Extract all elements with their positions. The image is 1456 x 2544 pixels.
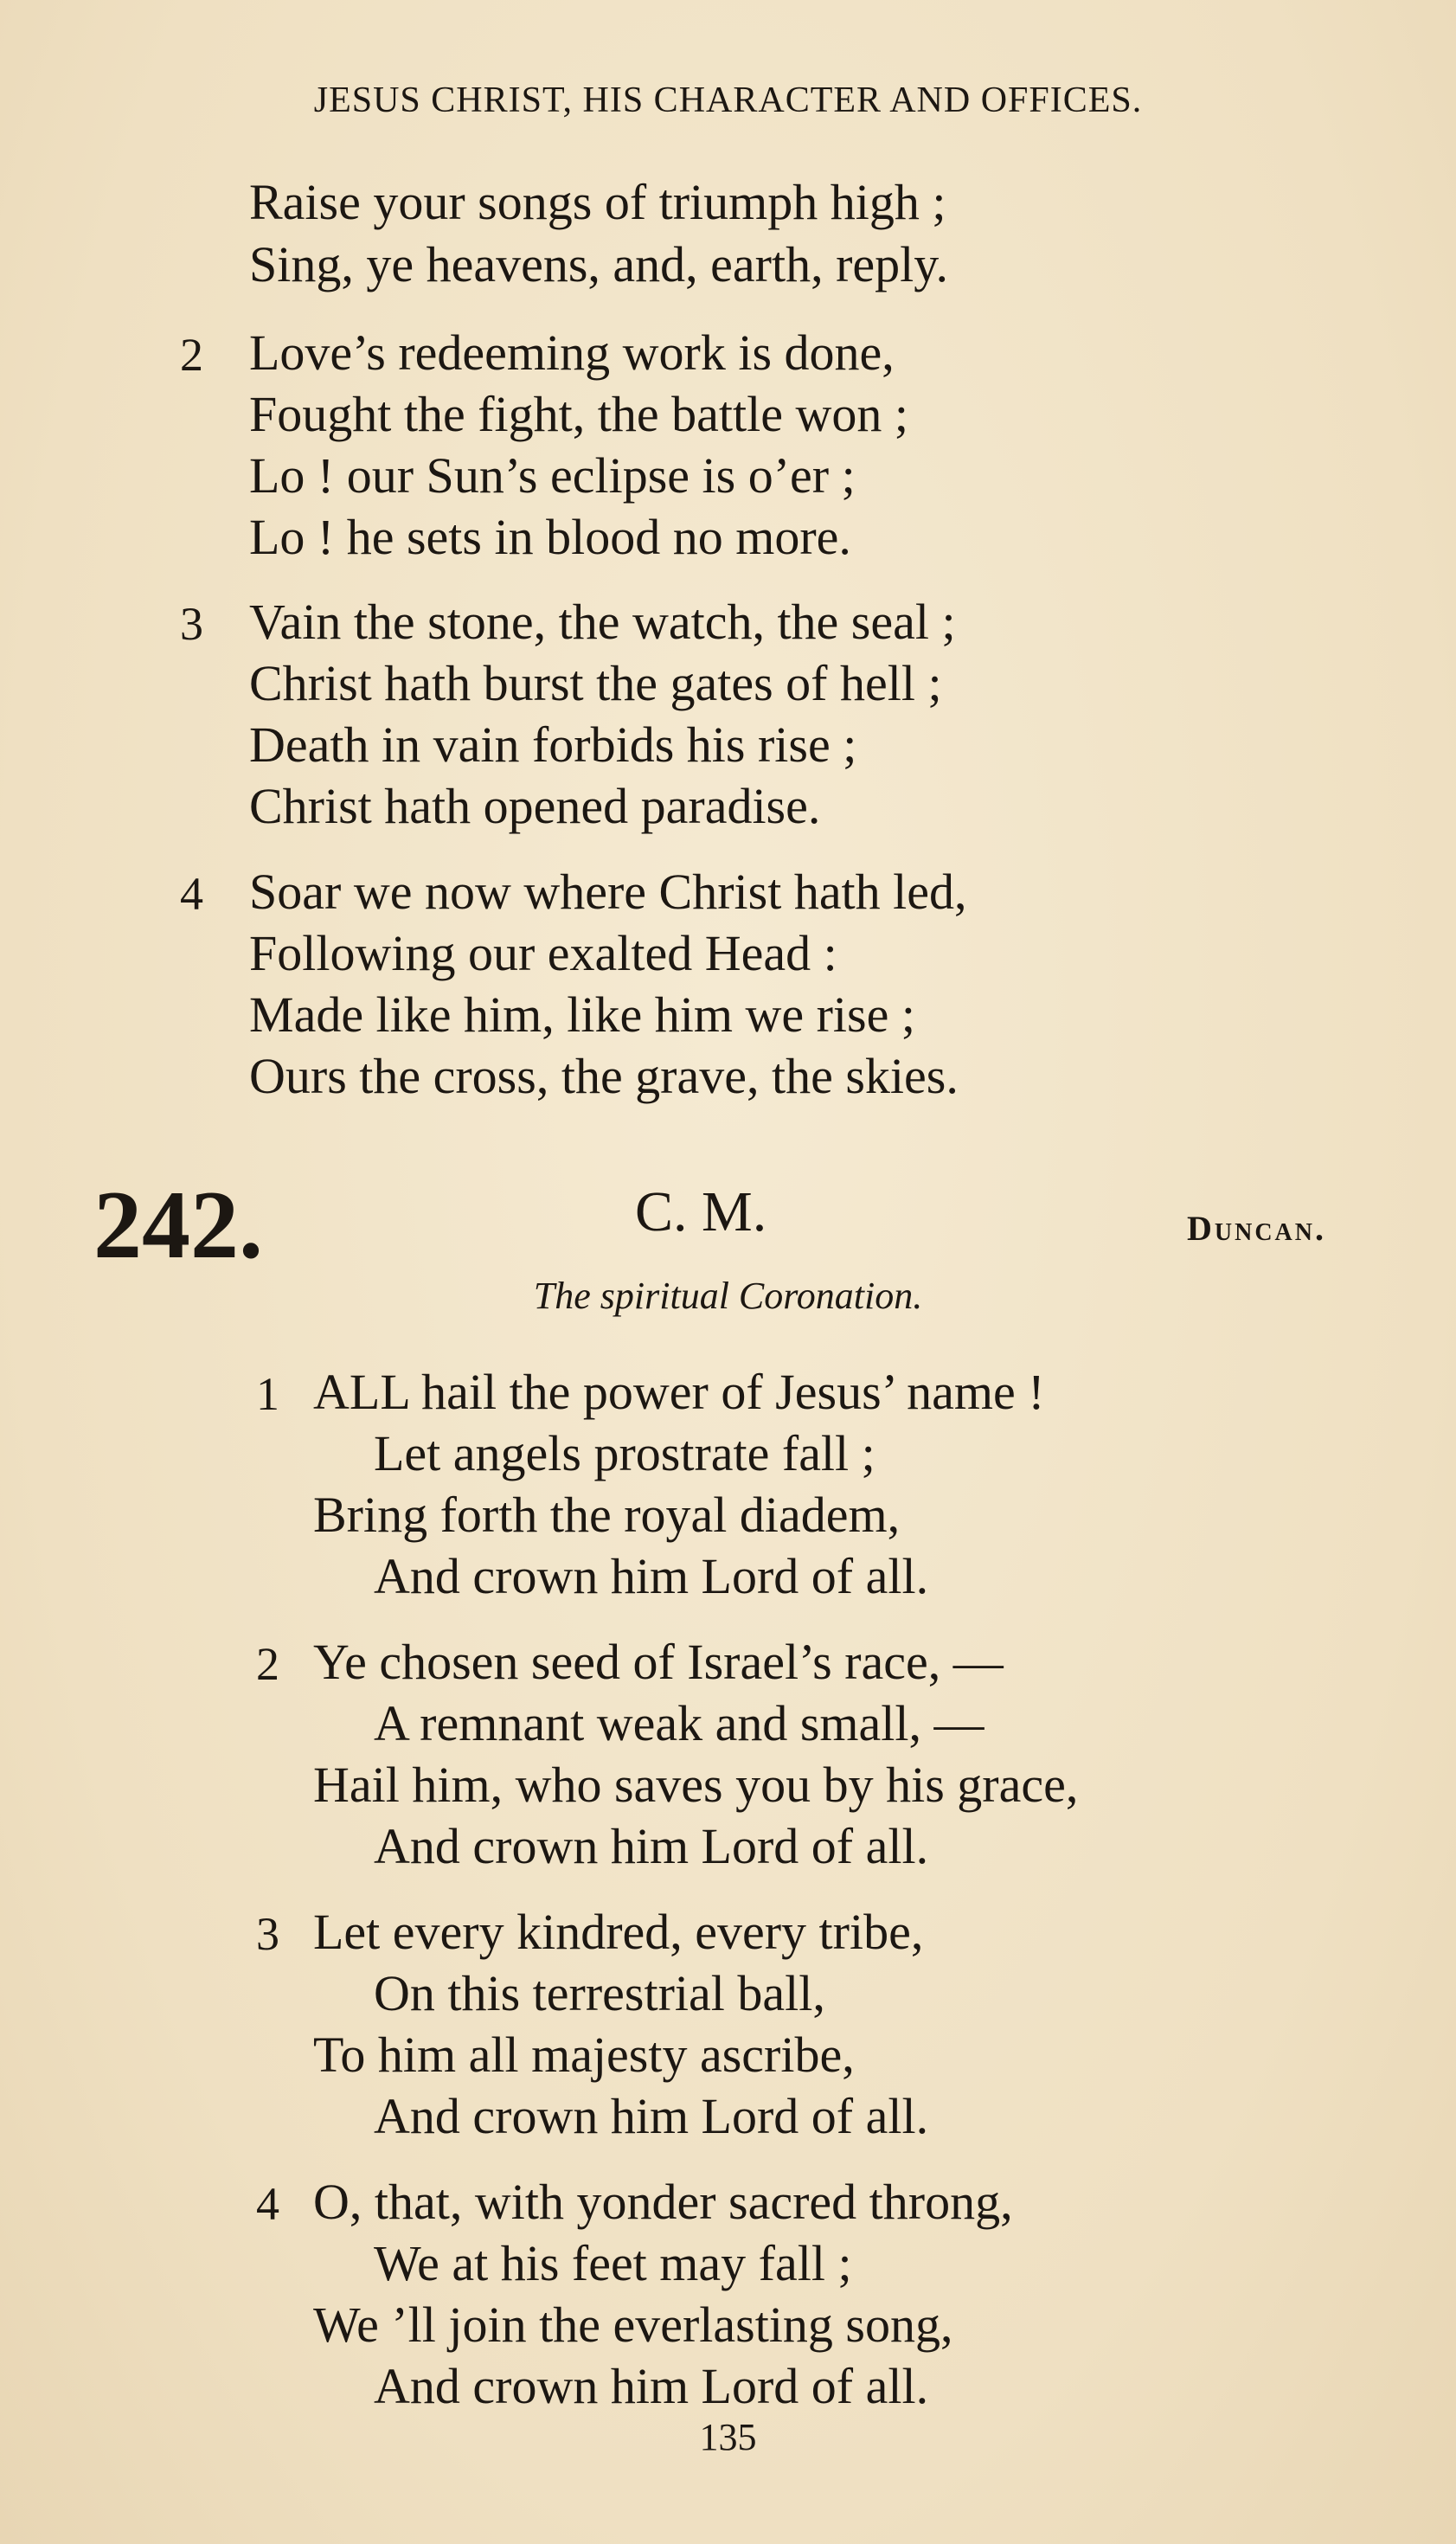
verse-line: Lo ! he sets in blood no more. [249,509,851,565]
verse-line: Lo ! our Sun’s eclipse is o’er ; [249,447,856,504]
verse-line: Fought the fight, the battle won ; [249,386,908,442]
verse-number: 2 [256,1638,279,1690]
verse-line: And crown him Lord of all. [374,1548,929,1604]
verse-line: Following our exalted Head : [249,925,837,981]
verse-line: Vain the stone, the watch, the seal ; [249,594,956,650]
tune-name: Duncan. [1187,1209,1326,1248]
verse-line: We at his feet may fall ; [374,2235,852,2291]
verse-line: We ’ll join the everlasting song, [313,2297,953,2353]
verse-line: Made like him, like him we rise ; [249,986,915,1043]
verse-line: Death in vain forbids his rise ; [249,716,857,773]
verse-line: Christ hath opened paradise. [249,778,821,834]
verse-number: 2 [180,329,203,381]
verse-line: Hail him, who saves you by his grace, [313,1757,1079,1813]
verse-number: 3 [180,598,203,650]
verse-line: Bring forth the royal diadem, [313,1487,901,1543]
hymn-number: 242. [93,1172,263,1279]
verse-line: A remnant weak and small, — [374,1695,985,1751]
verse-line: O, that, with yonder sacred throng, [313,2174,1013,2230]
verse-line: And crown him Lord of all. [374,2088,929,2144]
verse-number: 4 [180,868,203,920]
verse-line: To him all majesty ascribe, [313,2027,855,2083]
verse-line: And crown him Lord of all. [374,2358,929,2414]
verse-line: Let every kindred, every tribe, [313,1904,924,1960]
hymn-title: The spiritual Coronation. [533,1275,923,1317]
verse-line: Sing, ye heavens, and, earth, reply. [249,236,948,292]
verse-number: 3 [256,1908,279,1960]
verse-line: Ye chosen seed of Israel’s race, — [313,1634,1004,1690]
verse-line: Love’s redeeming work is done, [249,324,895,381]
verse-line: Ours the cross, the grave, the skies. [249,1048,959,1104]
verse-line: Soar we now where Christ hath led, [249,864,967,920]
verse-line: Raise your songs of triumph high ; [249,174,946,230]
page-number: 135 [699,2416,757,2458]
running-header: JESUS CHRIST, HIS CHARACTER AND OFFICES. [313,80,1143,120]
verse-number: 1 [256,1368,279,1420]
verse-line: On this terrestrial ball, [374,1965,825,2021]
verse-line: Let angels prostrate fall ; [374,1425,876,1481]
hymn-meter: C. M. [635,1180,767,1243]
verse-line: Christ hath burst the gates of hell ; [249,655,942,711]
verse-number: 4 [256,2178,279,2230]
verse-line: And crown him Lord of all. [374,1818,929,1874]
verse-line: ALL hail the power of Jesus’ name ! [313,1364,1045,1420]
